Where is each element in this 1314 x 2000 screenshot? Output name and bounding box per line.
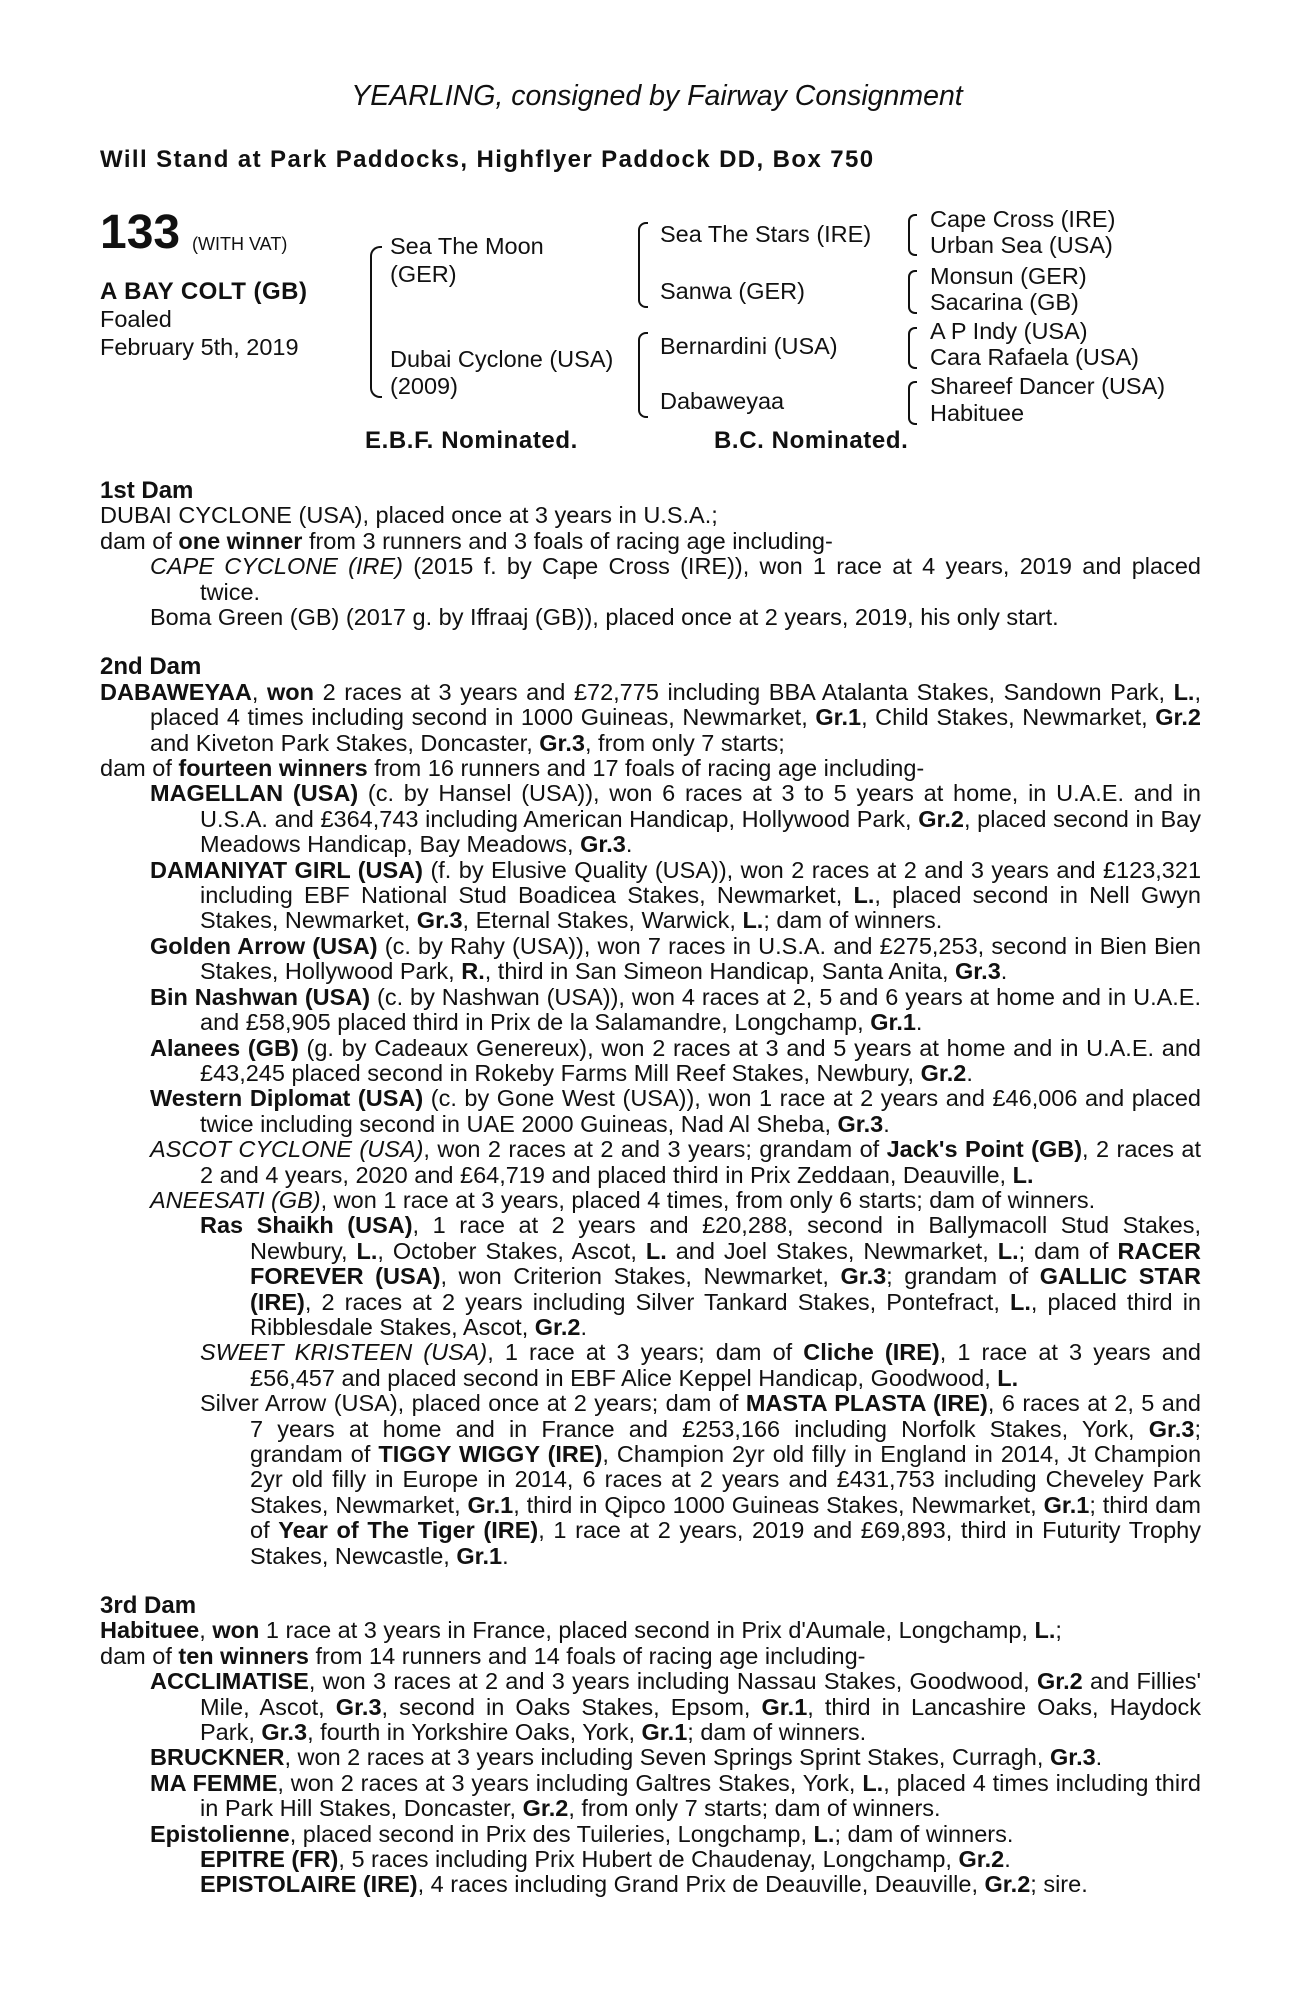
consignment-line: YEARLING, consigned by Fairway Consignment bbox=[351, 80, 963, 112]
pedigree-dam-dam: Dabaweyaa bbox=[660, 388, 785, 414]
pedigree-g3-8: Habituee bbox=[930, 400, 1025, 426]
lot-number: 133 bbox=[100, 206, 181, 259]
second-dam-entry: DABAWEYAA, won 2 races at 3 years and £72,775 including BBA Atalanta Stakes, Sandown Park, L., placed 4 times including second in 1000 Guineas, Newmarket, Gr.1, Child Stakes, Newmarket, Gr.2 and Kiveton Park Stakes, Doncaster, Gr.3, from only 7 starts; bbox=[100, 678, 1201, 756]
pedigree-sire-country: (GER) bbox=[390, 261, 457, 287]
pedigree-dam-sire: Bernardini (USA) bbox=[660, 333, 838, 359]
pedigree-bracket-sire-dam bbox=[370, 246, 382, 398]
bc-nominated: B.C. Nominated. bbox=[714, 427, 909, 454]
heading-third-dam: 3rd Dam bbox=[100, 1592, 197, 1620]
produce-silver-arrow: Silver Arrow (USA), placed once at 2 years; dam of MASTA PLASTA (IRE), 6 races at 2, 5 and 7 years at home and in France and £253,166 including Norfolk Stakes, York, Gr.3; grandam of TIGGY WIGGY (IRE), Champion 2yr old filly in England in 2014, Jt Champion 2yr old filly in Europe in 2014, 6 races at 2 years and £431,753 including Cheveley Park Stakes, Newmarket, Gr.1, third in Qipco 1000 Guineas Stakes, Newmarket, Gr.1; third dam of Year of The Tiger (IRE), 1 race at 2 years, 2019 and £69,893, third in Futurity Trophy Stakes, Newcastle, Gr.1. bbox=[200, 1390, 1202, 1569]
produce-bin-nashwan: Bin Nashwan (USA) (c. by Nashwan (USA)), won 4 races at 2, 5 and 6 years at home and in U.A.E. and £58,905 placed third in Prix de la Salamandre, Longchamp, Gr.1. bbox=[150, 983, 1202, 1036]
produce-epitre: EPITRE (FR), 5 races including Prix Hubert de Chaudenay, Longchamp, Gr.2. bbox=[200, 1846, 1011, 1873]
ebf-nominated: E.B.F. Nominated. bbox=[365, 427, 578, 454]
produce-alanees: Alanees (GB) (g. by Cadeaux Genereux), won 2 races at 3 and 5 years at home and in U.A.E. and £43,245 placed second in Rokeby Farms Mill Reef Stakes, Newbury, Gr.2. bbox=[150, 1034, 1201, 1086]
first-dam-entry: DUBAI CYCLONE (USA), placed once at 3 years in U.S.A.; bbox=[100, 502, 718, 529]
produce-boma-green: Boma Green (GB) (2017 g. by Iffraaj (GB)), placed once at 2 years, 2019, his only start. bbox=[150, 604, 1059, 631]
pedigree-g3-6: Cara Rafaela (USA) bbox=[930, 344, 1139, 370]
pedigree-dam-year: (2009) bbox=[390, 373, 458, 399]
produce-western-diplomat: Western Diplomat (USA) (c. by Gone West (USA)), won 1 race at 2 years and £46,006 and placed twice including second in UAE 2000 Guineas, Nad Al Sheba, Gr.3. bbox=[150, 1085, 1201, 1137]
pedigree-g3-1: Cape Cross (IRE) bbox=[930, 206, 1116, 232]
pedigree-sire-dam: Sanwa (GER) bbox=[660, 278, 805, 304]
pedigree-g3-3: Monsun (GER) bbox=[930, 263, 1087, 289]
produce-damaniyat-girl: DAMANIYAT GIRL (USA) (f. by Elusive Quality (USA)), won 2 races at 2 and 3 years and £123,321 including EBF National Stud Boadicea Stakes, Newmarket, L., placed second in Nell Gwyn Stakes, Newmarket, Gr.3, Eternal Stakes, Warwick, L.; dam of winners. bbox=[150, 856, 1202, 934]
pedigree-g3-2: Urban Sea (USA) bbox=[930, 232, 1113, 258]
pedigree-bracket-g3-2 bbox=[908, 270, 917, 314]
catalogue-body bbox=[100, 478, 1201, 1898]
produce-cape-cyclone: CAPE CYCLONE (IRE) (2015 f. by Cape Cross (IRE)), won 1 race at 4 years, 2019 and placed twice. bbox=[150, 553, 1201, 605]
pedigree-g3-4: Sacarina (GB) bbox=[930, 289, 1079, 315]
stand-location: Will Stand at Park Paddocks, Highflyer Paddock DD, Box 750 bbox=[100, 146, 875, 173]
pedigree-bracket-sire bbox=[638, 222, 648, 308]
produce-magellan: MAGELLAN (USA) (c. by Hansel (USA)), won 6 races at 3 to 5 years at home, in U.A.E. and in U.S.A. and £364,743 including American Handicap, Hollywood Park, Gr.2, placed second in Bay Meadows Handicap, Bay Meadows, Gr.3. bbox=[150, 780, 1201, 858]
produce-ras-shaikh: Ras Shaikh (USA), 1 race at 2 years and £20,288, second in Ballymacoll Stud Stakes, Newbury, L., October Stakes, Ascot, L. and Joel Stakes, Newmarket, L.; dam of RACER FOREVER (USA), won Criterion Stakes, Newmarket, Gr.3; grandam of GALLIC STAR (IRE), 2 races at 2 years including Silver Tankard Stakes, Pontefract, L., placed third in Ribblesdale Stakes, Ascot, Gr.2. bbox=[200, 1212, 1201, 1340]
produce-ma-femme: MA FEMME, won 2 races at 3 years including Galtres Stakes, York, L., placed 4 times including third in Park Hill Stakes, Doncaster, Gr.2, from only 7 starts; dam of winners. bbox=[150, 1769, 1201, 1822]
heading-second-dam: 2nd Dam bbox=[100, 653, 202, 681]
pedigree-g3-7: Shareef Dancer (USA) bbox=[930, 373, 1166, 399]
pedigree-sire-sire: Sea The Stars (IRE) bbox=[660, 221, 872, 247]
third-dam-entry: Habituee, won 1 race at 3 years in France, placed second in Prix d'Aumale, Longchamp, L.; bbox=[100, 1617, 1062, 1644]
pedigree-bracket-g3-4 bbox=[908, 381, 917, 425]
pedigree-bracket-dam bbox=[638, 332, 648, 418]
pedigree-g3-5: A P Indy (USA) bbox=[930, 318, 1088, 344]
pedigree-bracket-g3-3 bbox=[908, 327, 917, 369]
heading-first-dam: 1st Dam bbox=[100, 477, 194, 504]
first-dam-produce-summary: dam of one winner from 3 runners and 3 foals of racing age including- bbox=[100, 527, 833, 554]
produce-aneesati: ANEESATI (GB), won 1 race at 3 years, placed 4 times, from only 6 starts; dam of winners. bbox=[150, 1186, 1096, 1213]
pedigree-dam: Dubai Cyclone (USA) bbox=[390, 346, 614, 372]
lot-description: A BAY COLT (GB) bbox=[100, 278, 308, 305]
produce-epistolaire: EPISTOLAIRE (IRE), 4 races including Grand Prix de Deauville, Deauville, Gr.2; sire. bbox=[200, 1871, 1088, 1898]
second-dam-produce-summary: dam of fourteen winners from 16 runners and 17 foals of racing age including- bbox=[100, 755, 925, 782]
produce-bruckner: BRUCKNER, won 2 races at 3 years including Seven Springs Sprint Stakes, Curragh, Gr.3. bbox=[150, 1744, 1103, 1771]
foaled-date: February 5th, 2019 bbox=[100, 334, 299, 360]
pedigree-sire: Sea The Moon bbox=[390, 233, 544, 259]
produce-epistolienne: Epistolienne, placed second in Prix des Tuileries, Longchamp, L.; dam of winners. bbox=[150, 1820, 1014, 1847]
vat-label: (WITH VAT) bbox=[192, 234, 288, 254]
produce-acclimatise: ACCLIMATISE, won 3 races at 2 and 3 years including Nassau Stakes, Goodwood, Gr.2 and Fillies' Mile, Ascot, Gr.3, second in Oaks Stakes, Epsom, Gr.1, third in Lancashire Oaks, Haydock Park, Gr.3, fourth in Yorkshire Oaks, York, Gr.1; dam of winners. bbox=[150, 1668, 1201, 1746]
produce-ascot-cyclone: ASCOT CYCLONE (USA), won 2 races at 2 and 3 years; grandam of Jack's Point (GB), 2 races at 2 and 4 years, 2020 and £64,719 and placed third in Prix Zeddaan, Deauville, L. bbox=[150, 1136, 1201, 1188]
foaled-label: Foaled bbox=[100, 306, 172, 332]
produce-sweet-kristeen: SWEET KRISTEEN (USA), 1 race at 3 years; dam of Cliche (IRE), 1 race at 3 years and £56,457 and placed second in EBF Alice Keppel Handicap, Goodwood, L. bbox=[200, 1339, 1201, 1391]
produce-golden-arrow: Golden Arrow (USA) (c. by Rahy (USA)), won 7 races in U.S.A. and £275,253, second in Bien Bien Stakes, Hollywood Park, R., third in San Simeon Handicap, Santa Anita, Gr.3. bbox=[150, 932, 1201, 985]
pedigree-bracket-g3-1 bbox=[908, 214, 917, 256]
third-dam-produce-summary: dam of ten winners from 14 runners and 14 foals of racing age including- bbox=[100, 1642, 866, 1669]
